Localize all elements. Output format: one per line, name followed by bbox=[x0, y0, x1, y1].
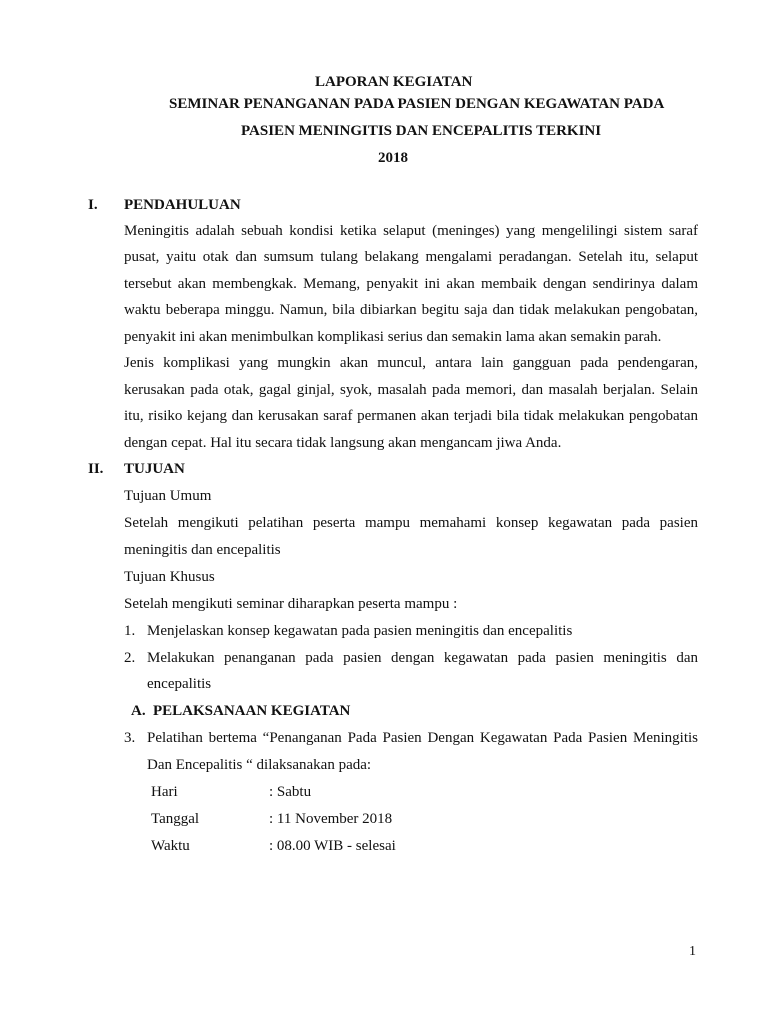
tujuan-khusus-intro: Setelah mengikuti seminar diharapkan peserta mampu : bbox=[124, 596, 458, 612]
paragraph-line: kerusakan pada otak, gagal ginjal, syok, masalah pada memori, dan masalah berjalan. Selain bbox=[124, 382, 698, 398]
detail-label-hari: Hari bbox=[151, 784, 178, 800]
section-2-number: II. bbox=[88, 461, 104, 477]
detail-label-waktu: Waktu bbox=[151, 838, 190, 854]
list-item-number: 2. bbox=[124, 650, 136, 666]
detail-value-tanggal: : 11 November 2018 bbox=[269, 811, 393, 827]
paragraph-line: Jenis komplikasi yang mungkin akan muncul, antara lain gangguan pada pendengaran, bbox=[124, 355, 698, 371]
section-1-heading: PENDAHULUAN bbox=[124, 197, 241, 213]
list-item-number: 3. bbox=[124, 730, 136, 746]
detail-value-hari: : Sabtu bbox=[269, 784, 312, 800]
page-number: 1 bbox=[689, 944, 696, 959]
report-title: LAPORAN KEGIATAN bbox=[315, 74, 473, 90]
seminar-title-line-2: PASIEN MENINGITIS DAN ENCEPALITIS TERKINI bbox=[241, 123, 602, 139]
paragraph-line: itu, risiko kejang dan kerusakan saraf permanen akan terjadi bila tidak melakukan pengobatan bbox=[124, 408, 698, 424]
detail-value-waktu: : 08.00 WIB - selesai bbox=[269, 838, 396, 854]
list-item-number: 1. bbox=[124, 623, 136, 639]
paragraph-line: pusat, yaitu otak dan sumsum tulang belakang mengalami peradangan. Setelah itu, selaput bbox=[124, 249, 698, 265]
tujuan-khusus-label: Tujuan Khusus bbox=[124, 569, 215, 585]
paragraph-line: dengan cepat. Hal itu secara tidak langsung akan mengancam jiwa Anda. bbox=[124, 435, 562, 451]
list-item-text: Dan Encepalitis “ dilaksanakan pada: bbox=[147, 757, 372, 773]
paragraph-line: waktu beberapa minggu. Namun, bila dibiarkan begitu saja dan tidak melakukan pengobatan, bbox=[124, 302, 698, 318]
section-a-heading: PELAKSANAAN KEGIATAN bbox=[153, 703, 351, 719]
paragraph-line: meningitis dan encepalitis bbox=[124, 542, 281, 558]
paragraph-line: tersebut akan membengkak. Memang, penyakit ini akan membaik dengan sendirinya dalam bbox=[124, 276, 698, 292]
list-item-text: Melakukan penanganan pada pasien dengan kegawatan pada pasien meningitis dan bbox=[147, 650, 698, 666]
paragraph-line: Meningitis adalah sebuah kondisi ketika selaput (meninges) yang mengelilingi sistem saraf bbox=[124, 223, 698, 239]
section-a-number: A. bbox=[131, 703, 146, 719]
section-1-number: I. bbox=[88, 197, 98, 213]
list-item-text: Pelatihan bertema “Penanganan Pada Pasien Dengan Kegawatan Pada Pasien Meningitis bbox=[147, 730, 698, 746]
list-item-text: Menjelaskan konsep kegawatan pada pasien meningitis dan encepalitis bbox=[147, 623, 573, 639]
tujuan-umum-label: Tujuan Umum bbox=[124, 488, 212, 504]
paragraph-line: penyakit ini akan menimbulkan komplikasi serius dan semakin lama akan semakin parah. bbox=[124, 329, 662, 345]
seminar-title-line-1: SEMINAR PENANGANAN PADA PASIEN DENGAN KEGAWATAN PADA bbox=[169, 96, 665, 112]
report-year: 2018 bbox=[378, 150, 408, 166]
paragraph-line: Setelah mengikuti pelatihan peserta mampu memahami konsep kegawatan pada pasien bbox=[124, 515, 698, 531]
list-item-text: encepalitis bbox=[147, 676, 212, 692]
section-2-heading: TUJUAN bbox=[124, 461, 185, 477]
detail-label-tanggal: Tanggal bbox=[151, 811, 200, 827]
